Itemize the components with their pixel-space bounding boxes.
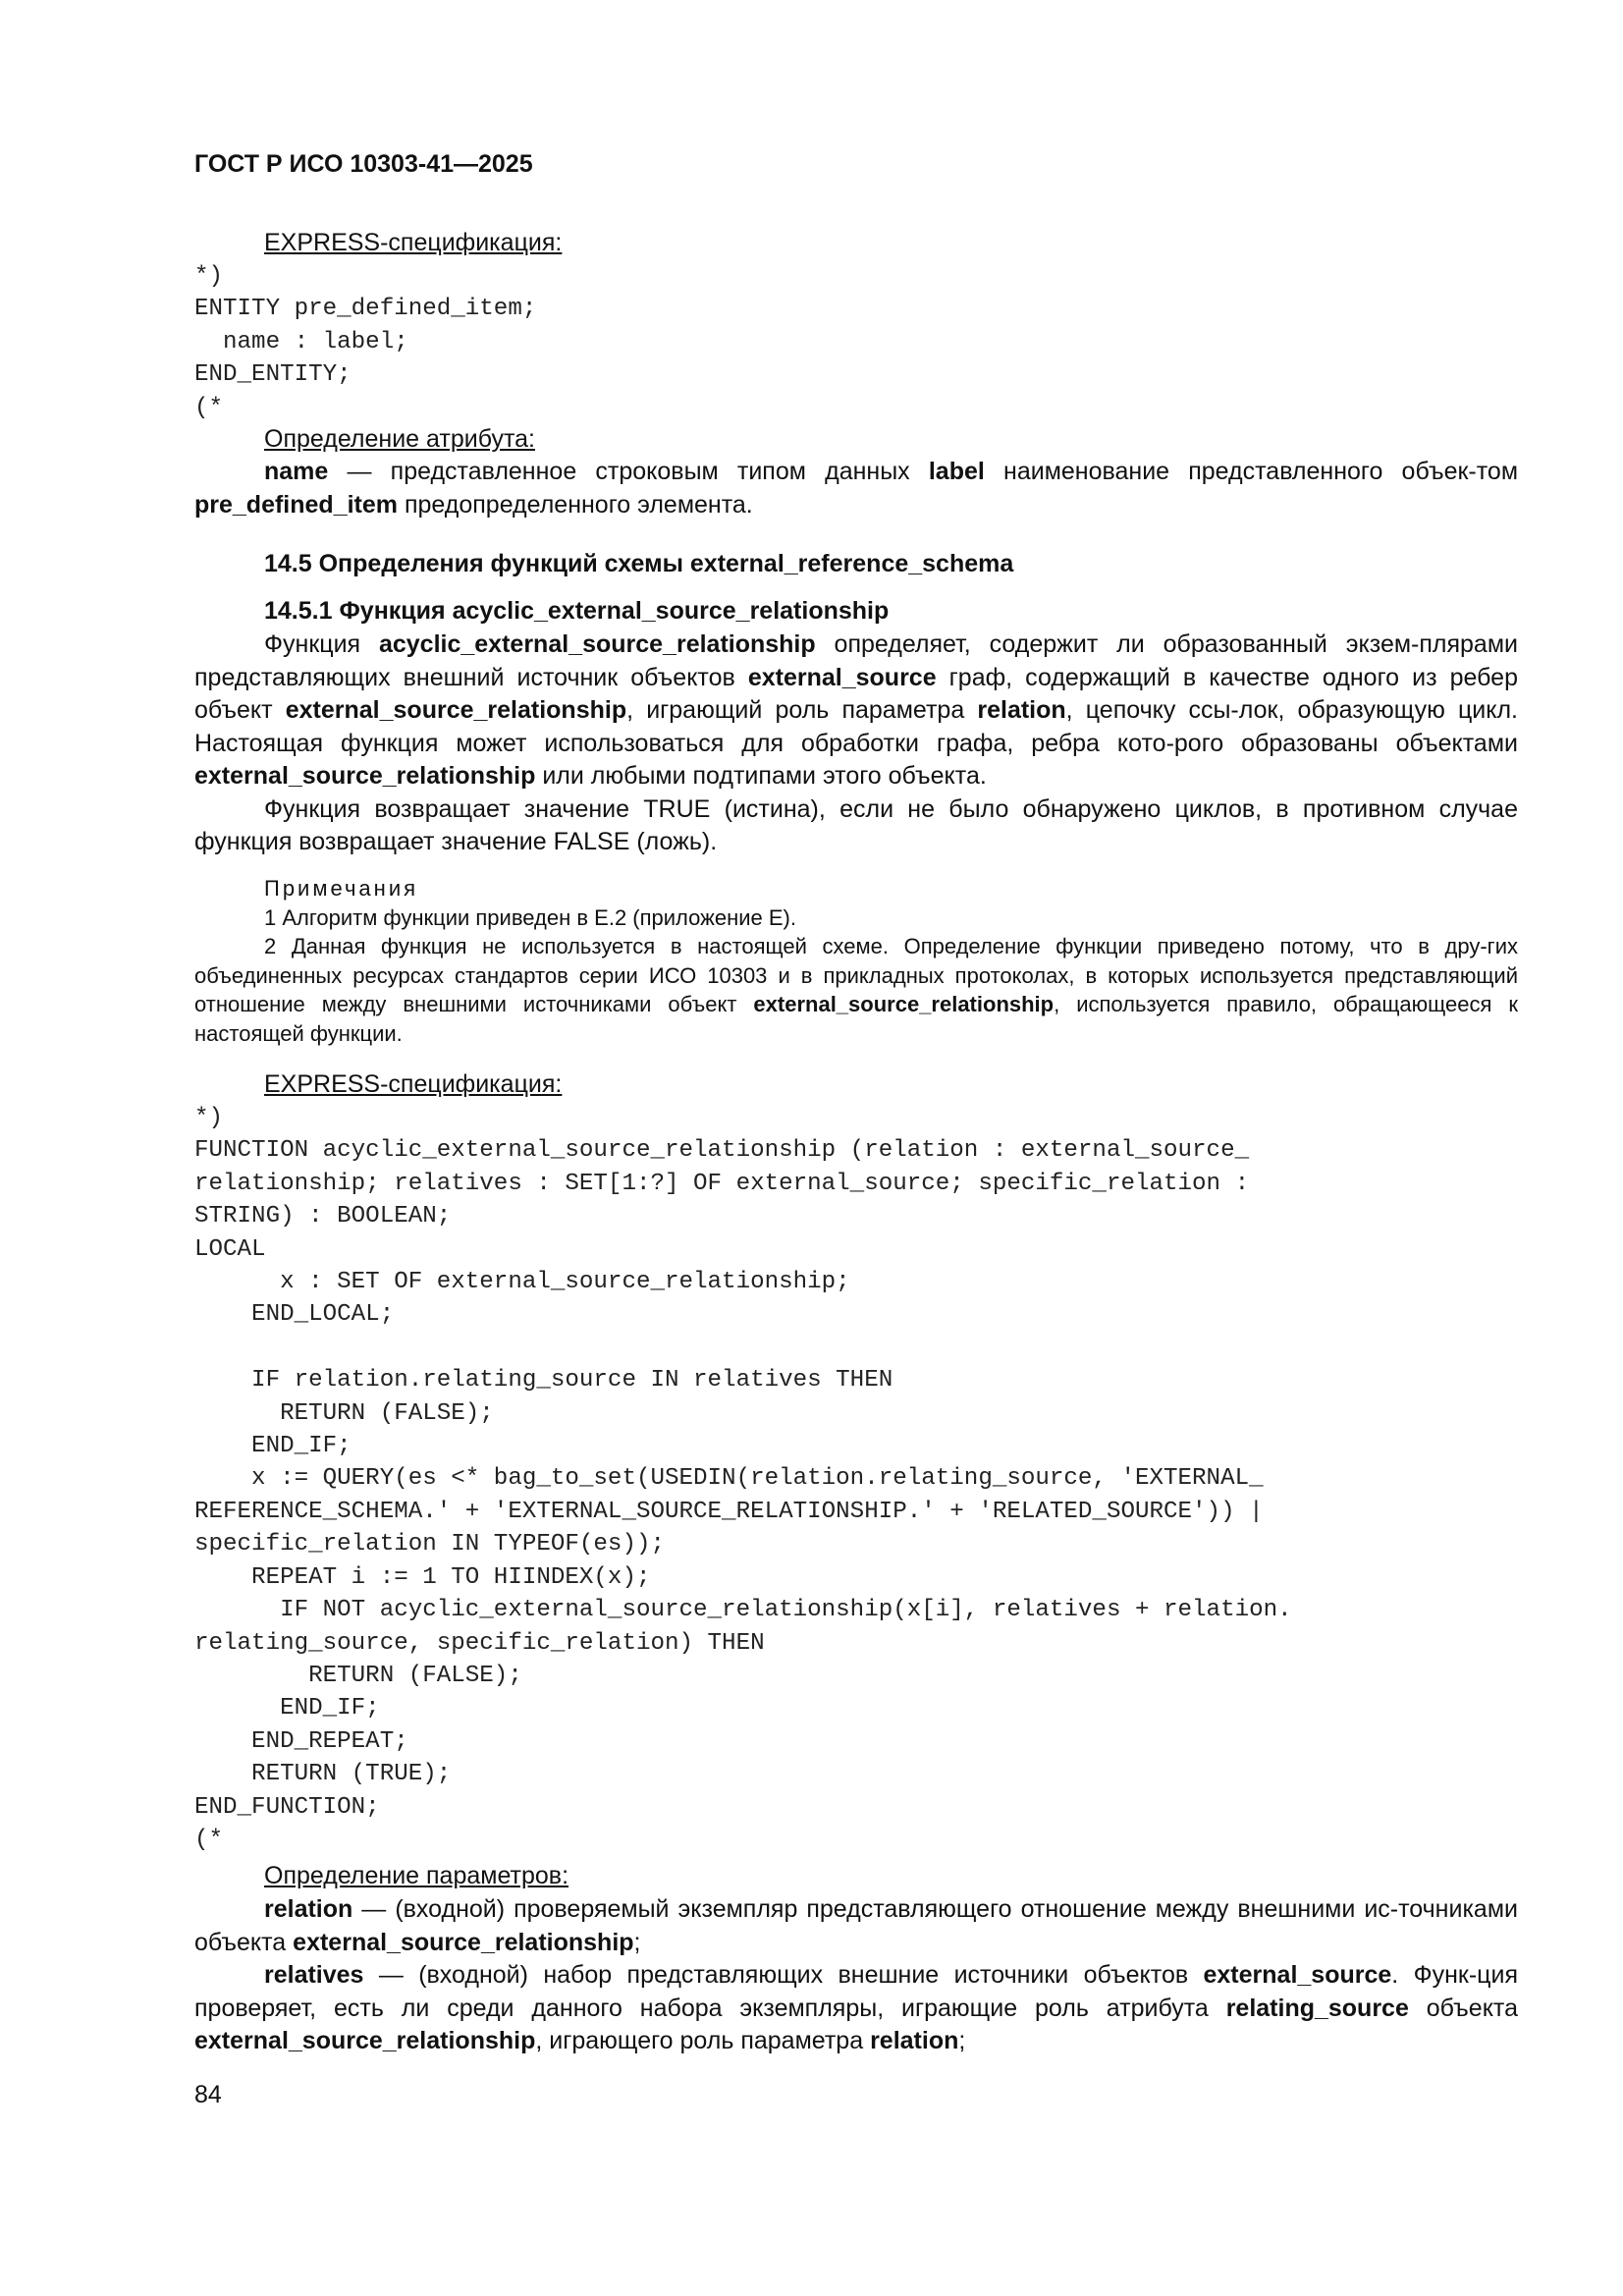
notes-block bbox=[194, 874, 1518, 1048]
function-description bbox=[194, 629, 1518, 859]
function-description-paragraph-2: Функция возвращает значение TRUE (истина), если не было обнаружено циклов, в противном случае функция возвращает значение FALSE (ложь). bbox=[194, 794, 1518, 855]
function-description-paragraph-1: Функция acyclic_external_source_relationship определяет, содержит ли образованный экзем-плярами представляющих внешний источник объектов external_source граф, содержащий в качестве одного из ребер объект external_source_relationship, играющий роль параметра relation, цепочку ссы-лок, образующую цикл. Настоящая функция может использоваться для обработки графа, ребра кото-рого образованы объектами external_source_relationship или любыми подтипами этого объекта. bbox=[194, 630, 1518, 790]
express-spec-label-2: EXPRESS-спецификация: bbox=[264, 1070, 563, 1098]
param-relatives: relatives — (входной) набор представляющих внешние источники объектов external_source. Функ-ция проверяет, есть ли среди данного набора экземпляры, играющие роль атрибута relating_source объекта external_source_relationship, играющего роль параметра relation; bbox=[194, 1961, 1518, 2054]
note-1: 1 Алгоритм функции приведен в E.2 (приложение E). bbox=[264, 904, 796, 930]
function-code-block: *) FUNCTION acyclic_external_source_relationship (relation : external_source_ relationship; relatives : SET[1:?] OF external_source; specific_relation : STRING) : BOOLEAN; LOCAL x : SET OF external_source_relationship; END_LOCAL; IF relation.relating_source IN relatives THEN RETURN (FALSE); END_IF; x := QUERY(es <* bag_to_set(USEDIN(relation.relating_source, 'EXTERNAL_ REFERENCE_SCHEMA.' + 'EXTERNAL_SOURCE_RELATIONSHIP.' + 'RELATED_SOURCE')) | specific_relation IN TYPEOF(es)); REPEAT i := 1 TO HIINDEX(x); IF NOT acyclic_external_source_relationship(x[i], relatives + relation. relating_source, specific_relation) THEN RETURN (FALSE); END_IF; END_REPEAT; RETURN (TRUE); END_FUNCTION; (* bbox=[194, 1105, 1292, 1853]
express-spec-label: EXPRESS-спецификация: bbox=[264, 229, 563, 256]
notes-title: Примечания bbox=[264, 876, 419, 901]
section-heading-14-5: 14.5 Определения функций схемы external_reference_schema bbox=[264, 550, 1014, 577]
section-heading-14-5-1: 14.5.1 Функция acyclic_external_source_relationship bbox=[264, 597, 890, 625]
param-relation: relation — (входной) проверяемый экземпляр представляющего отношение между внешними ис-точниками объекта external_source_relationship; bbox=[194, 1895, 1518, 1956]
document-header: ГОСТ Р ИСО 10303-41—2025 bbox=[194, 150, 533, 178]
entity-code-block: *) ENTITY pre_defined_item; name : label; END_ENTITY; (* bbox=[194, 263, 537, 421]
parameter-definition-label: Определение параметров: bbox=[264, 1862, 569, 1889]
attribute-definition-text: name — представленное строковым типом данных label наименование представленного объек-том pre_defined_item предопределенного элемента. bbox=[194, 458, 1519, 519]
parameter-definitions bbox=[194, 1893, 1518, 2058]
page-number: 84 bbox=[194, 2081, 222, 2108]
attribute-definition-label: Определение атрибута: bbox=[264, 425, 535, 453]
attr-name: name bbox=[264, 458, 329, 485]
note-2: 2 Данная функция не используется в настоящей схеме. Определение функции приведено потому, что в дру-гих объединенных ресурсах стандартов серии ИСО 10303 и в прикладных протоколах, в которых используется представляющий отношение между внешними источниками объект external_source_relationship, используется правило, обращающееся к настоящей функции. bbox=[194, 934, 1518, 1046]
